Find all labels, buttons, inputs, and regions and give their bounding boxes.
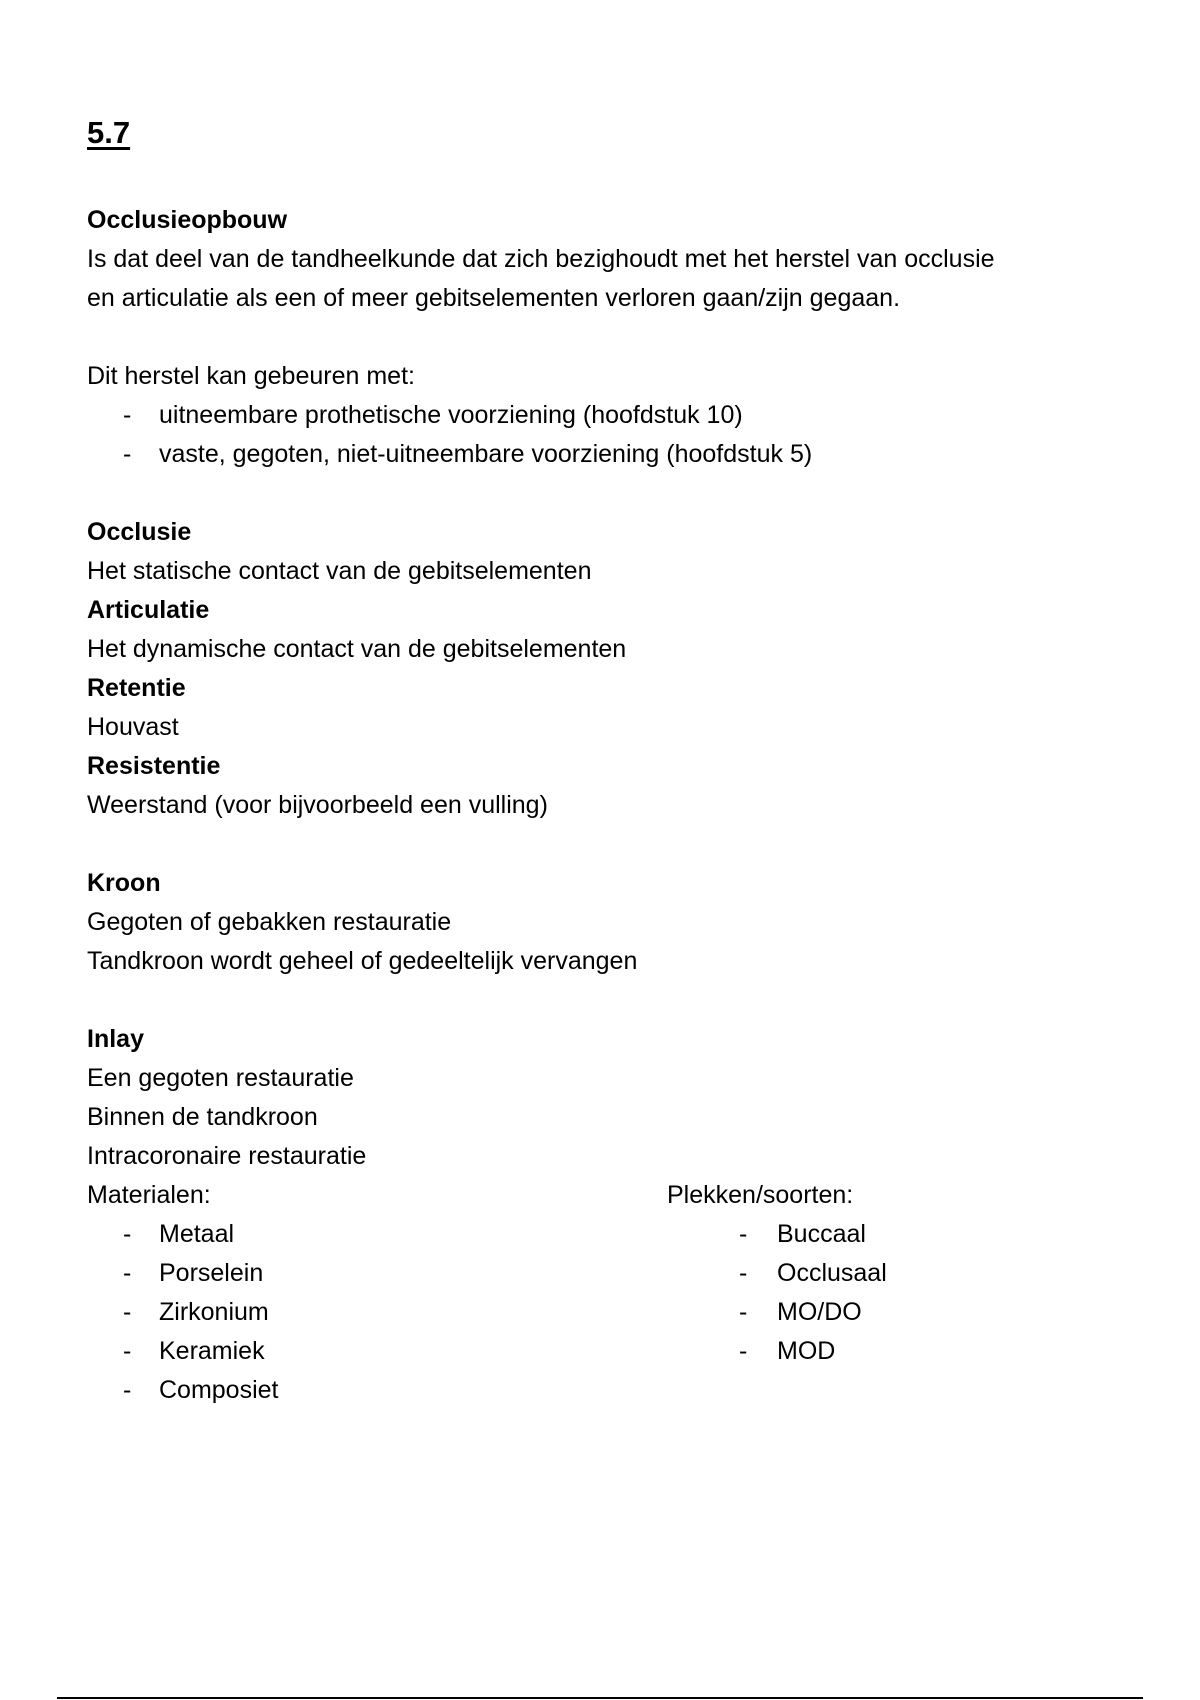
- dash-marker: -: [123, 440, 132, 468]
- dash-marker: -: [739, 1337, 748, 1365]
- definition-occlusie: Het statische contact van de gebitselementen: [87, 557, 592, 585]
- term-kroon: Kroon: [87, 869, 161, 897]
- list-item: [667, 1332, 1107, 1371]
- list-item: [667, 1254, 1107, 1293]
- occlusieopbouw-line-1: Is dat deel van de tandheelkunde dat zich bezighoudt met het herstel van occlusie: [87, 245, 995, 273]
- kroon-line-2: Tandkroon wordt geheel of gedeeltelijk vervangen: [87, 947, 638, 975]
- term-articulatie: Articulatie: [87, 596, 210, 624]
- spacer: [87, 474, 1127, 513]
- section-number: 5.7: [87, 115, 131, 150]
- list-item: [87, 435, 1127, 474]
- dash-marker: -: [739, 1259, 748, 1287]
- material-item: Metaal: [159, 1220, 235, 1248]
- herstel-intro: Dit herstel kan gebeuren met:: [87, 362, 415, 390]
- list-item: [87, 1371, 647, 1410]
- term-resistentie: Resistentie: [87, 752, 221, 780]
- herstel-list: [87, 396, 1127, 474]
- places-column: [667, 1176, 1107, 1371]
- document-body: [87, 201, 1127, 1411]
- inlay-columns: [87, 1176, 1127, 1411]
- list-item-text: uitneembare prothetische voorziening (hoofdstuk 10): [159, 401, 743, 429]
- term-inlay: Inlay: [87, 1025, 144, 1053]
- dash-marker: -: [123, 1259, 132, 1287]
- footer-divider: [57, 1697, 1143, 1699]
- places-label: Plekken/soorten:: [667, 1181, 854, 1209]
- dash-marker: -: [739, 1298, 748, 1326]
- dash-marker: -: [123, 1298, 132, 1326]
- dash-marker: -: [123, 401, 132, 429]
- spacer: [87, 318, 1127, 357]
- term-occlusie: Occlusie: [87, 518, 192, 546]
- spacer: [87, 981, 1127, 1020]
- dash-marker: -: [739, 1220, 748, 1248]
- occlusieopbouw-line-2: en articulatie als een of meer gebitselementen verloren gaan/zijn gegaan.: [87, 284, 901, 312]
- term-retentie: Retentie: [87, 674, 186, 702]
- materials-list: [87, 1215, 647, 1410]
- materials-label: Materialen:: [87, 1181, 211, 1209]
- definition-resistentie: Weerstand (voor bijvoorbeeld een vulling): [87, 791, 548, 819]
- inlay-line-3: Intracoronaire restauratie: [87, 1142, 367, 1170]
- inlay-line-2: Binnen de tandkroon: [87, 1103, 318, 1131]
- material-item: Composiet: [159, 1376, 279, 1404]
- place-item: Occlusaal: [777, 1259, 887, 1287]
- dash-marker: -: [123, 1337, 132, 1365]
- list-item: [87, 1254, 647, 1293]
- spacer: [87, 825, 1127, 864]
- inlay-line-1: Een gegoten restauratie: [87, 1064, 354, 1092]
- dash-marker: -: [123, 1376, 132, 1404]
- list-item: [87, 1215, 647, 1254]
- list-item: [87, 396, 1127, 435]
- place-item: MO/DO: [777, 1298, 862, 1326]
- definition-articulatie: Het dynamische contact van de gebitselementen: [87, 635, 627, 663]
- material-item: Keramiek: [159, 1337, 265, 1365]
- place-item: MOD: [777, 1337, 836, 1365]
- list-item-text: vaste, gegoten, niet-uitneembare voorziening (hoofdstuk 5): [159, 440, 813, 468]
- list-item: [87, 1332, 647, 1371]
- place-item: Buccaal: [777, 1220, 866, 1248]
- definition-retentie: Houvast: [87, 713, 179, 741]
- kroon-line-1: Gegoten of gebakken restauratie: [87, 908, 452, 936]
- term-occlusieopbouw: Occlusieopbouw: [87, 206, 288, 234]
- list-item: [667, 1215, 1107, 1254]
- material-item: Zirkonium: [159, 1298, 269, 1326]
- places-list: [667, 1215, 1107, 1371]
- list-item: [87, 1293, 647, 1332]
- material-item: Porselein: [159, 1259, 264, 1287]
- dash-marker: -: [123, 1220, 132, 1248]
- list-item: [667, 1293, 1107, 1332]
- materials-column: [87, 1176, 647, 1410]
